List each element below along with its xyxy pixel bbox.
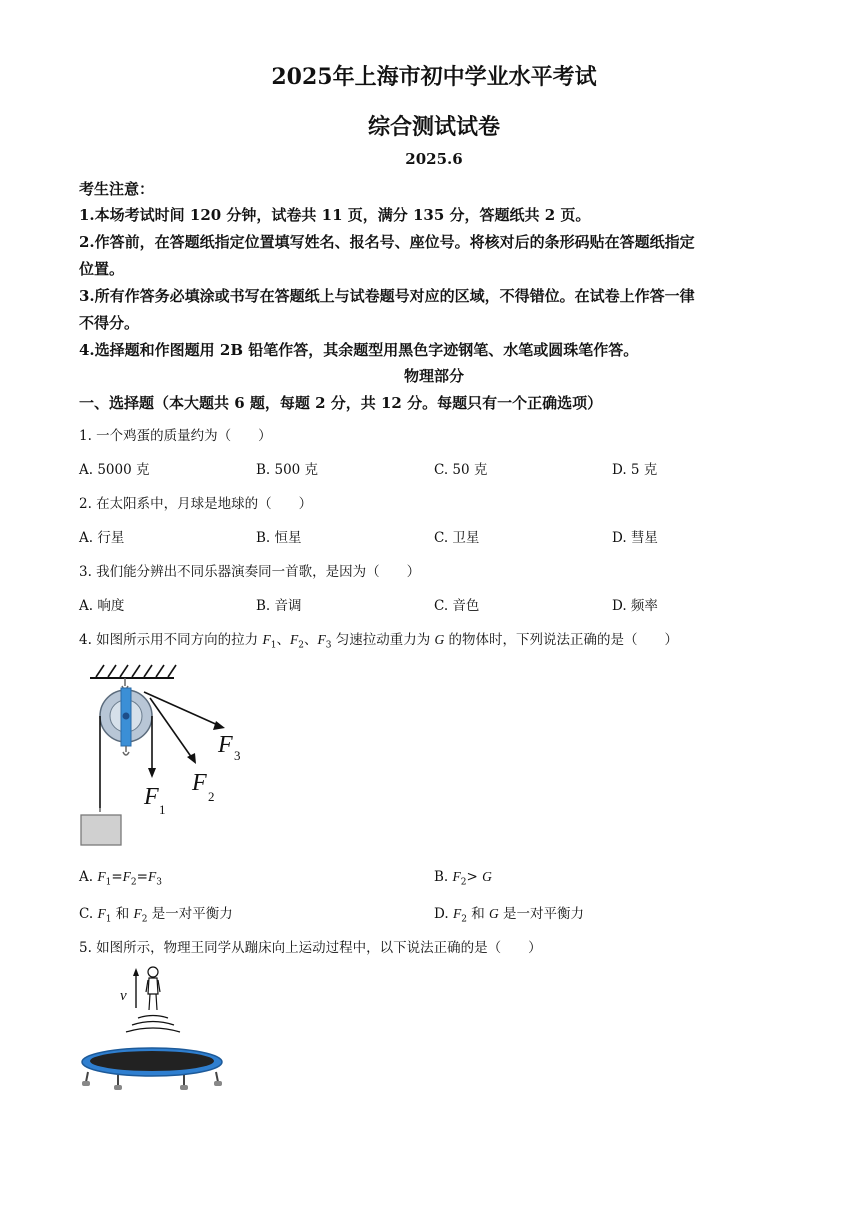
question-3-option-b: B. 音调 bbox=[256, 598, 302, 614]
question-4-option-b: B. $F_2> G$ bbox=[434, 869, 492, 888]
f2-subscript: 2 bbox=[208, 789, 215, 804]
section-heading: 一、选择题（本大题共 6 题，每题 2 分，共 12 分。每题只有一个正确选项） bbox=[79, 394, 603, 412]
notice-item-2-cont: 位置。 bbox=[79, 260, 125, 278]
exam-title: 2025年上海市初中学业水平考试 bbox=[271, 64, 597, 90]
question-2-option-b: B. 恒星 bbox=[256, 530, 302, 546]
question-3-stem: 3. 我们能分辨出不同乐器演奏同一首歌，是因为（ ） bbox=[79, 564, 421, 580]
f3-subscript: 3 bbox=[234, 748, 241, 763]
notice-item-4: 4.选择题和作图题用 2B 铅笔作答，其余题型用黑色字迹钢笔、水笔或圆珠笔作答。 bbox=[79, 341, 639, 359]
part-title: 物理部分 bbox=[403, 367, 464, 385]
f3-label: F bbox=[218, 732, 233, 758]
question-4-stem: 4. 如图所示用不同方向的拉力 $F_1$、$F_2$、$F_3$ 匀速拉动重力为 G 的物体时，下列说法正确的是（ ） bbox=[79, 632, 679, 651]
velocity-label: v bbox=[120, 988, 127, 1004]
f2-label: F bbox=[192, 770, 207, 796]
question-4-option-a: A. $F_1=F_2=F_3$ bbox=[79, 869, 162, 888]
notice-item-3-cont: 不得分。 bbox=[79, 314, 140, 332]
question-4-option-c: C. $F_1$ 和 $F_2$ 是一对平衡力 bbox=[79, 906, 233, 925]
pulley-diagram bbox=[78, 660, 258, 850]
question-3-option-d: D. 频率 bbox=[612, 598, 658, 614]
f1-label: F bbox=[144, 784, 159, 810]
question-1-option-b: B. 500 克 bbox=[256, 462, 319, 478]
question-2-option-a: A. 行星 bbox=[79, 530, 125, 546]
question-3-option-a: A. 响度 bbox=[79, 598, 125, 614]
question-1-option-d: D. 5 克 bbox=[612, 462, 658, 478]
person-icon bbox=[146, 967, 160, 1010]
trampoline-diagram bbox=[78, 962, 228, 1092]
question-4-option-d: D. $F_2$ 和 G 是一对平衡力 bbox=[434, 906, 585, 925]
question-2-option-d: D. 彗星 bbox=[612, 530, 658, 546]
question-3-option-c: C. 音色 bbox=[434, 598, 480, 614]
question-1-stem: 1. 一个鸡蛋的质量约为（ ） bbox=[79, 428, 272, 444]
notice-item-1: 1.本场考试时间 120 分钟，试卷共 11 页，满分 135 分，答题纸共 2 页。 bbox=[79, 206, 591, 224]
question-5-stem: 5. 如图所示，物理王同学从蹦床向上运动过程中，以下说法正确的是（ ） bbox=[79, 940, 542, 956]
exam-subtitle: 综合测试试卷 bbox=[367, 114, 500, 140]
f1-subscript: 1 bbox=[159, 802, 166, 817]
exam-date: 2025.6 bbox=[405, 150, 463, 168]
question-2-stem: 2. 在太阳系中，月球是地球的（ ） bbox=[79, 496, 313, 512]
notice-item-3: 3.所有作答务必填涂或书写在答题纸上与试卷题号对应的区域，不得错位。在试卷上作答一律 bbox=[79, 287, 695, 305]
question-1-option-a: A. 5000 克 bbox=[79, 462, 150, 478]
notice-heading: 考生注意： bbox=[79, 180, 155, 198]
question-2-option-c: C. 卫星 bbox=[434, 530, 480, 546]
notice-item-2: 2.作答前，在答题纸指定位置填写姓名、报名号、座位号。将核对后的条形码贴在答题纸指定 bbox=[79, 233, 695, 251]
question-1-option-c: C. 50 克 bbox=[434, 462, 488, 478]
